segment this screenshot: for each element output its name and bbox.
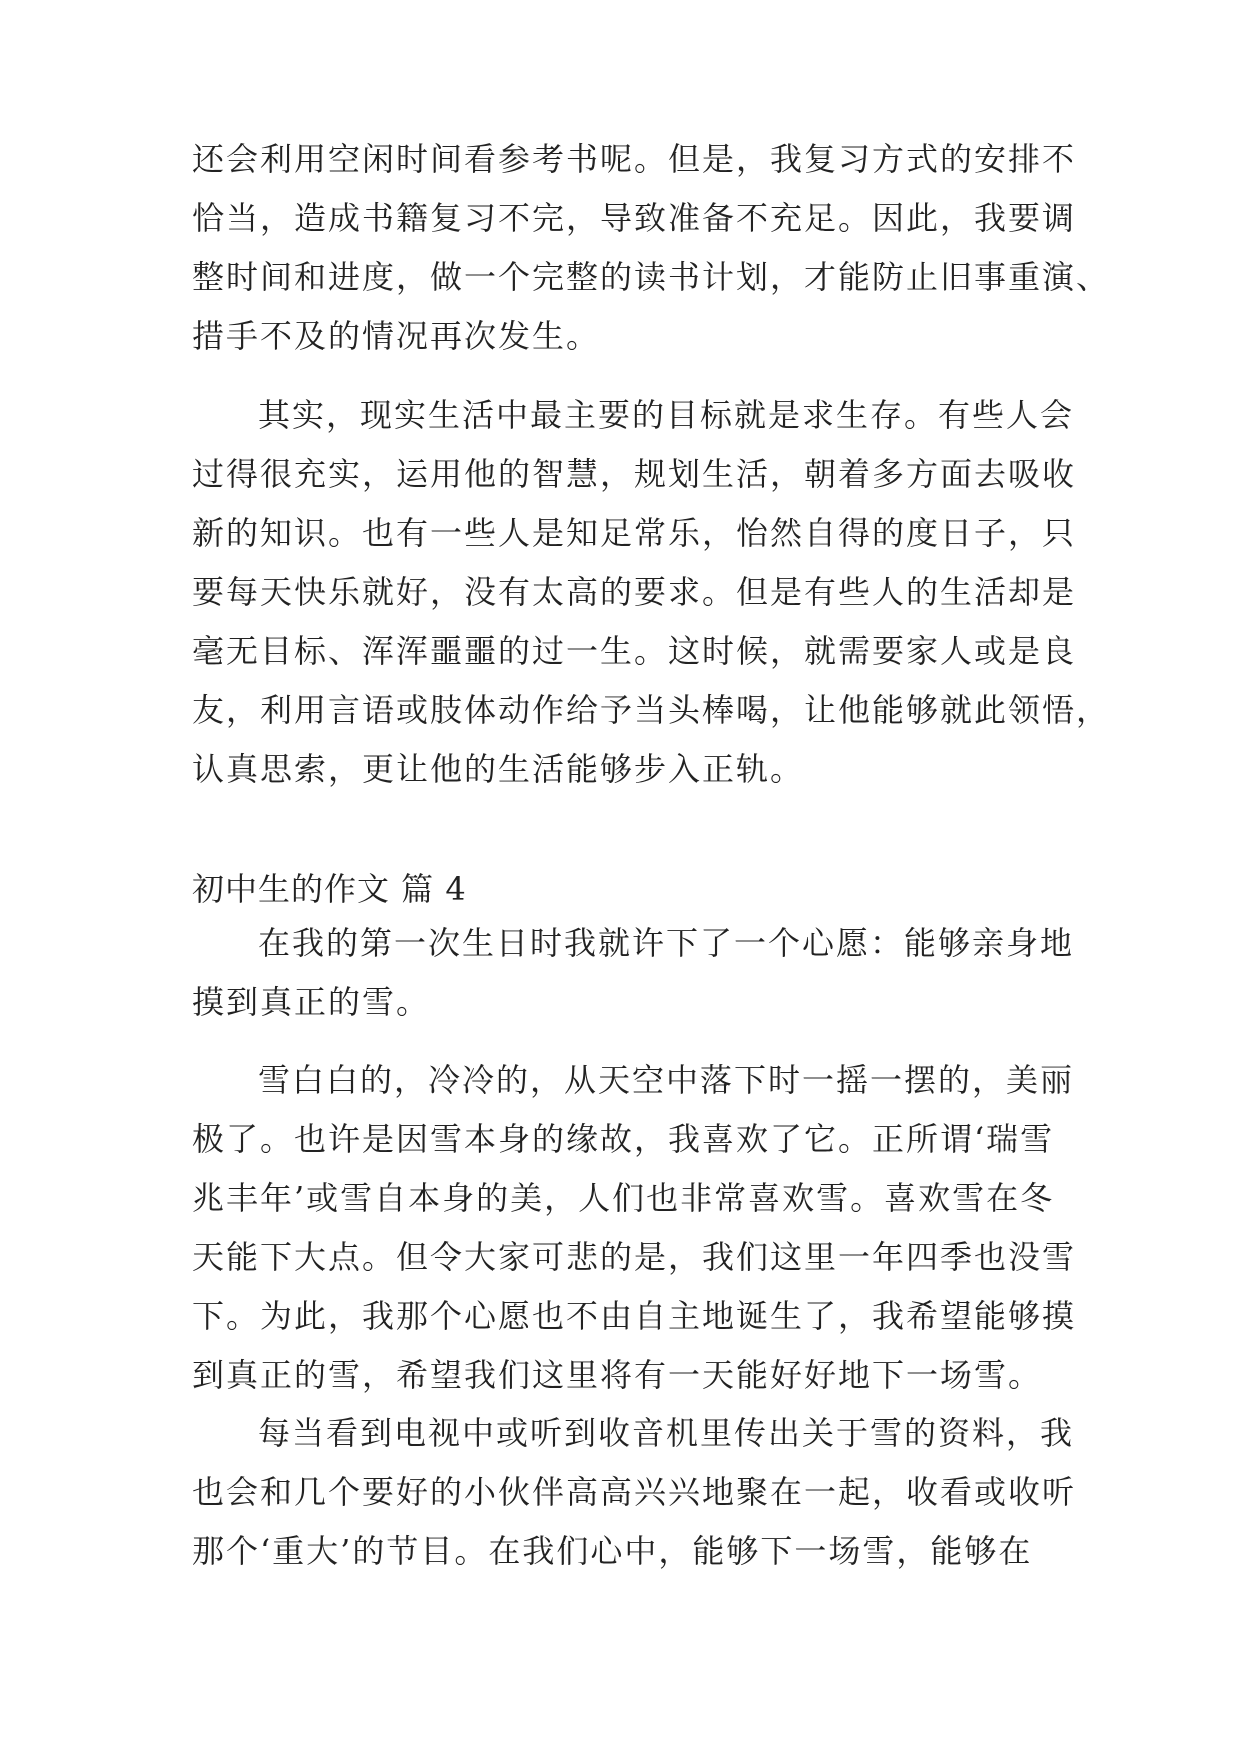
text-line: 兆丰年’或雪自本身的美，人们也非常喜欢雪。喜欢雪在冬 — [192, 1179, 1055, 1217]
text-line: 天能下大点。但令大家可悲的是，我们这里一年四季也没雪 — [192, 1238, 1077, 1276]
text-line: 友，利用言语或肢体动作给予当头棒喝，让他能够就此领悟， — [192, 691, 1111, 729]
text-line: 新的知识。也有一些人是知足常乐，怡然自得的度日子，只 — [192, 514, 1077, 552]
text-line: 过得很充实，运用他的智慧，规划生活，朝着多方面去吸收 — [192, 455, 1077, 493]
section-heading: 初中生的作文 篇 4 — [192, 870, 467, 908]
text-line: 每当看到电视中或听到收音机里传出关于雪的资料，我 — [258, 1414, 1075, 1452]
text-line: 还会利用空闲时间看参考书呢。但是，我复习方式的安排不 — [192, 140, 1077, 178]
text-line: 雪白白的，冷冷的，从天空中落下时一摇一摆的，美丽 — [258, 1061, 1075, 1099]
text-line: 认真思索，更让他的生活能够步入正轨。 — [192, 750, 805, 788]
text-line: 其实，现实生活中最主要的目标就是求生存。有些人会 — [258, 396, 1075, 434]
text-line: 毫无目标、浑浑噩噩的过一生。这时候，就需要家人或是良 — [192, 632, 1077, 670]
text-line: 要每天快乐就好，没有太高的要求。但是有些人的生活却是 — [192, 573, 1077, 611]
text-line: 极了。也许是因雪本身的缘故，我喜欢了它。正所谓‘瑞雪 — [192, 1120, 1055, 1158]
text-line: 整时间和进度，做一个完整的读书计划，才能防止旧事重演、 — [192, 258, 1111, 296]
text-line: 下。为此，我那个心愿也不由自主地诞生了，我希望能够摸 — [192, 1297, 1077, 1335]
text-line: 恰当，造成书籍复习不完，导致准备不充足。因此，我要调 — [192, 199, 1077, 237]
text-line: 也会和几个要好的小伙伴高高兴兴地聚在一起，收看或收听 — [192, 1473, 1077, 1511]
text-line: 到真正的雪，希望我们这里将有一天能好好地下一场雪。 — [192, 1356, 1043, 1394]
text-line: 摸到真正的雪。 — [192, 983, 431, 1021]
text-line: 在我的第一次生日时我就许下了一个心愿：能够亲身地 — [258, 924, 1075, 962]
text-line: 那个‘重大’的节目。在我们心中，能够下一场雪，能够在 — [192, 1532, 1033, 1570]
text-line: 措手不及的情况再次发生。 — [192, 317, 601, 355]
